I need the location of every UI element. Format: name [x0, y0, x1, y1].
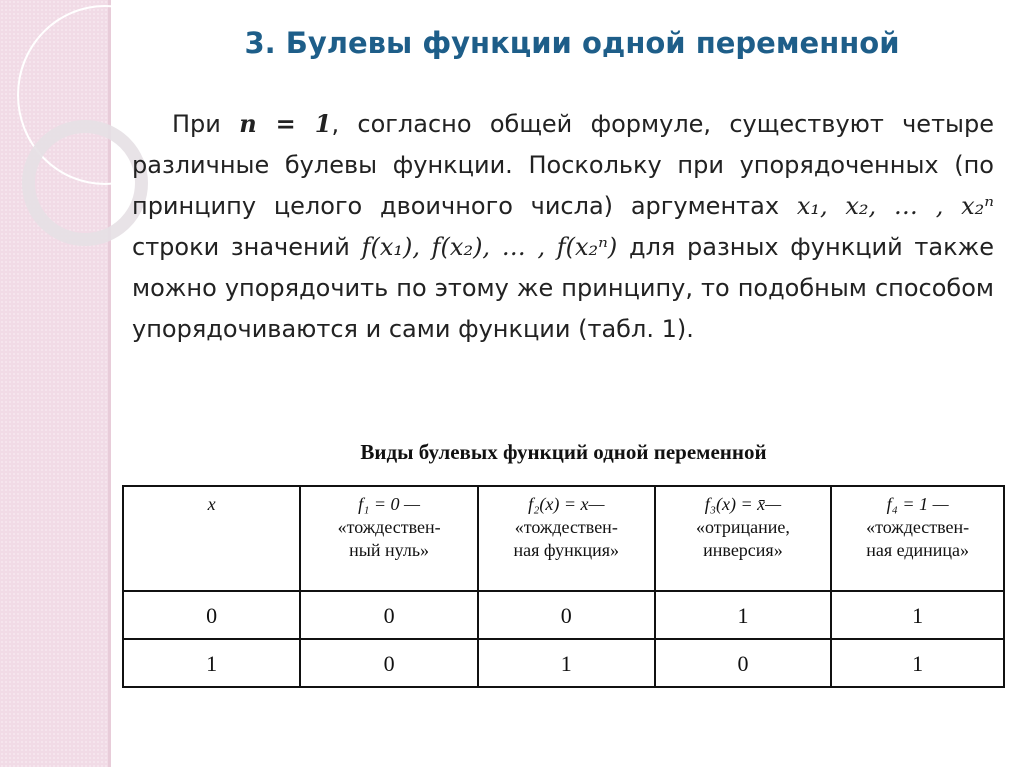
text: строки значений: [132, 233, 362, 261]
header-cell: f₄ = 1 — «тождествен- ная единица»: [831, 486, 1004, 591]
cell: 0: [478, 591, 655, 639]
cell: 0: [123, 591, 300, 639]
text: При: [172, 110, 240, 138]
cell: 1: [831, 639, 1004, 687]
cell: 0: [300, 591, 478, 639]
header-cell: f₁ = 0 — «тождествен- ный нуль»: [300, 486, 478, 591]
cell: 0: [300, 639, 478, 687]
header-row: [123, 486, 1004, 591]
text: для разных функций также можно упорядочить по этому же принципу, то подобным способом упорядочиваются и сами функции (табл. 1).: [132, 233, 994, 343]
math-args: x₁, x₂, … , x₂ⁿ: [796, 192, 995, 220]
decorative-ring: [22, 120, 148, 246]
truth-table: [122, 485, 1005, 688]
header-cell: f₂(x) = x— «тождествен- ная функция»: [478, 486, 655, 591]
math-values: f(x₁), f(x₂), … , f(x₂ⁿ): [361, 233, 618, 261]
header-cell: f₃(x) = x̄— «отрицание, инверсия»: [655, 486, 832, 591]
body-paragraph: [132, 103, 994, 350]
decorative-sidebar: [0, 0, 111, 767]
slide-title: 3. Булевы функции одной переменной: [244, 26, 900, 60]
cell: 0: [655, 639, 832, 687]
math-n: n = 1: [239, 109, 332, 138]
cell: 1: [123, 639, 300, 687]
cell: 1: [831, 591, 1004, 639]
cell: 1: [655, 591, 832, 639]
table-row: [123, 639, 1004, 687]
table-row: [123, 591, 1004, 639]
table-caption: Виды булевых функций одной переменной: [360, 440, 767, 464]
text: , согласно общей формуле, существуют четыре различные булевы функции. Поскольку при упорядоченных (по принципу целого двоичного числа) аргументах: [132, 110, 995, 220]
header-cell: x: [123, 486, 300, 591]
cell: 1: [478, 639, 655, 687]
